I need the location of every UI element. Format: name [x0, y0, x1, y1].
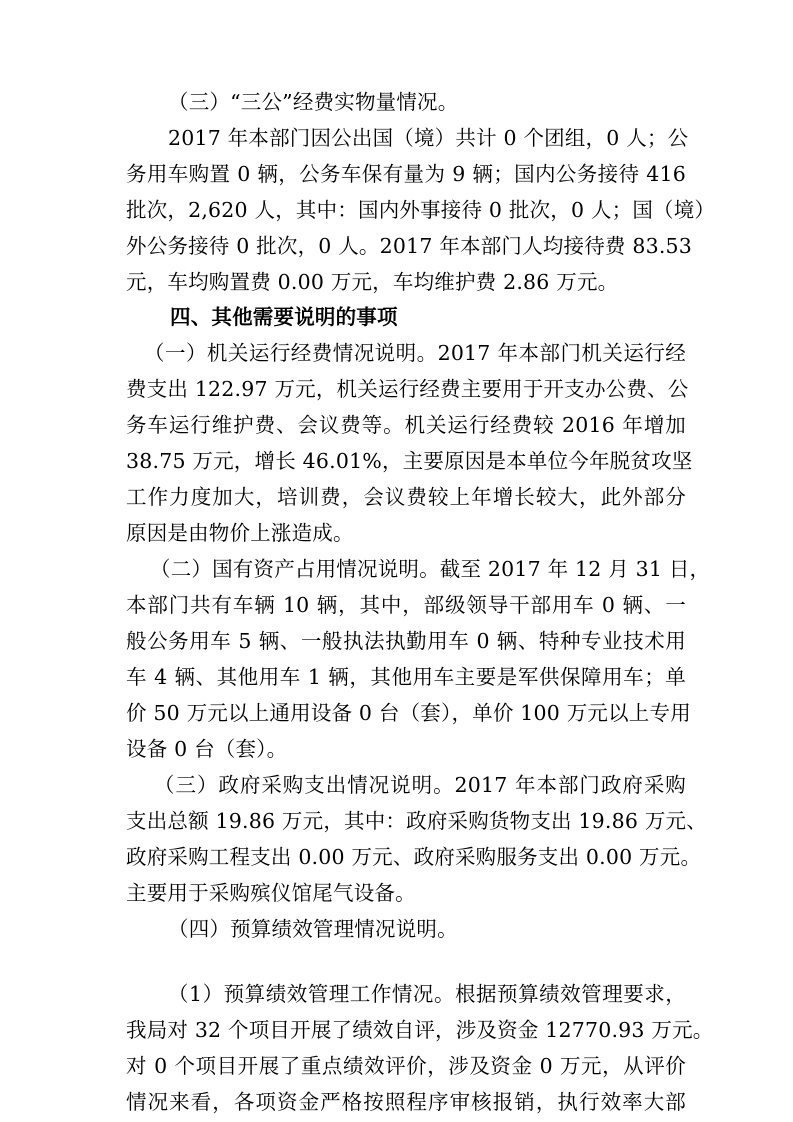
section-3-heading: （三）“三公”经费实物量情况。	[168, 90, 459, 114]
paragraph-line: 政府采购工程支出 0.00 万元、政府采购服务支出 0.00 万元。	[126, 845, 702, 869]
paragraph-line: 主要用于采购殡仪馆尾气设备。	[126, 881, 416, 905]
paragraph-line: （三）政府采购支出情况说明。2017 年本部门政府采购	[154, 773, 686, 797]
paragraph-line: 批次，2,620 人，其中：国内外事接待 0 批次，0 人；国（境）	[126, 198, 716, 222]
paragraph-line: 外公务接待 0 批次，0 人。2017 年本部门人均接待费 83.53	[126, 234, 693, 258]
paragraph-line: 工作力度加大，培训费，会议费较上年增长较大，此外部分	[126, 485, 686, 509]
paragraph-line: （一）机关运行经费情况说明。2017 年本部门机关运行经	[144, 341, 686, 365]
paragraph-line: 务车运行维护费、会议费等。机关运行经费较 2016 年增加	[126, 413, 686, 437]
paragraph-line: 2017 年本部门因公出国（境）共计 0 个团组，0 人；公	[168, 126, 689, 150]
paragraph-line: 我局对 32 个项目开展了绩效自评，涉及资金 12770.93 万元。	[126, 1018, 714, 1042]
paragraph-line: 设备 0 台（套）。	[126, 737, 288, 761]
paragraph-line: （1）预算绩效管理工作情况。根据预算绩效管理要求，	[168, 982, 686, 1006]
paragraph-line: 费支出 122.97 万元，机关运行经费主要用于开支办公费、公	[126, 377, 689, 401]
section-4-4-heading: （四）预算绩效管理情况说明。	[168, 917, 458, 941]
paragraph-line: 本部门共有车辆 10 辆，其中，部级领导干部用车 0 辆、一	[126, 593, 686, 617]
paragraph-line: 车 4 辆、其他用车 1 辆，其他用车主要是军供保障用车；单	[126, 665, 686, 689]
paragraph-line: 支出总额 19.86 万元，其中：政府采购货物支出 19.86 万元、	[126, 809, 707, 833]
paragraph-line: 原因是由物价上涨造成。	[126, 521, 354, 545]
paragraph-line: 价 50 万元以上通用设备 0 台（套），单价 100 万元以上专用	[126, 701, 691, 725]
paragraph-line: 情况来看，各项资金严格按照程序审核报销，执行效率大部	[126, 1090, 686, 1114]
paragraph-line: 般公务用车 5 辆、一般执法执勤用车 0 辆、特种专业技术用	[126, 629, 686, 653]
paragraph-line: 对 0 个项目开展了重点绩效评价，涉及资金 0 万元，从评价	[126, 1054, 686, 1078]
paragraph-line: 38.75 万元，增长 46.01%，主要原因是本单位今年脱贫攻坚	[126, 449, 693, 473]
paragraph-line: （二）国有资产占用情况说明。截至 2017 年 12 月 31 日，	[150, 557, 711, 581]
section-4-heading: 四、其他需要说明的事项	[170, 305, 398, 329]
paragraph-line: 元，车均购置费 0.00 万元，车均维护费 2.86 万元。	[126, 270, 619, 294]
paragraph-line: 务用车购置 0 辆，公务车保有量为 9 辆；国内公务接待 416	[126, 162, 686, 186]
